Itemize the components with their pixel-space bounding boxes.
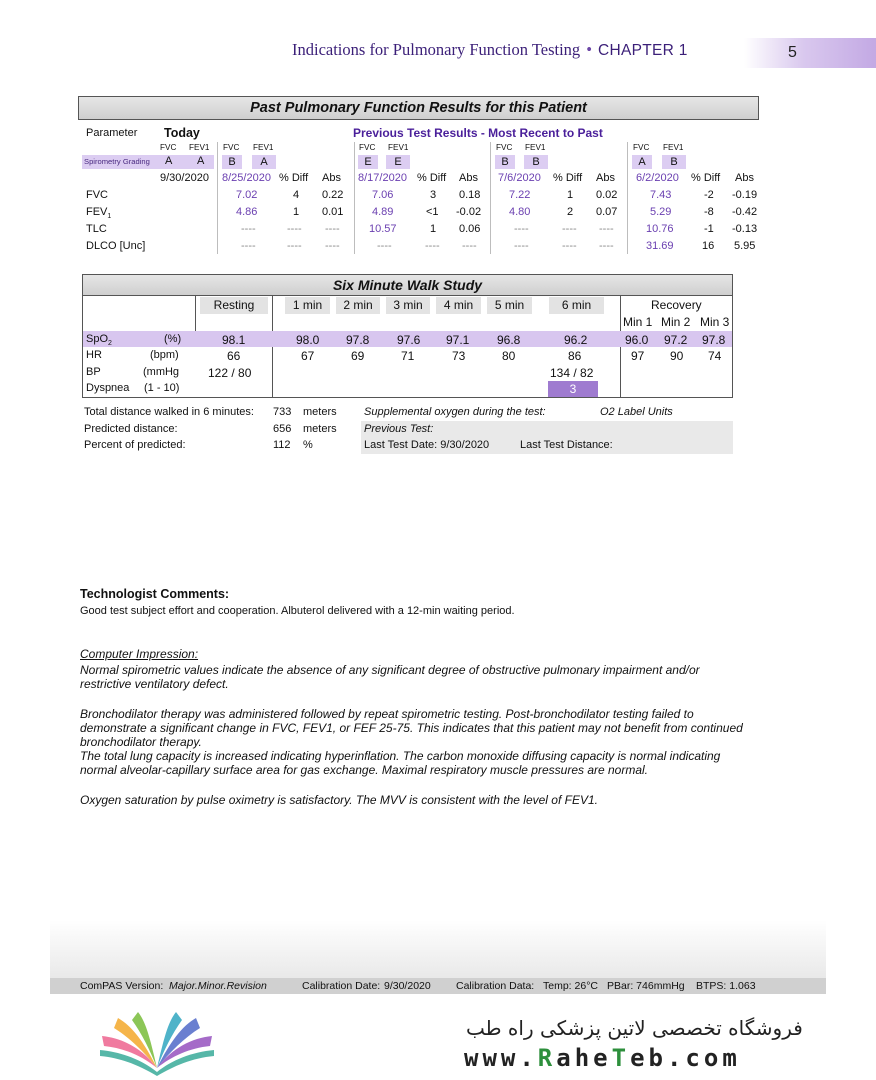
- technologist-comments-heading: Technologist Comments:: [80, 587, 230, 601]
- test2-fvc-pct: 3: [430, 189, 437, 201]
- test4-fev1-label: FEV1: [663, 143, 684, 152]
- bp-label: BP: [86, 366, 101, 378]
- test1-fvc-pct: 4: [293, 189, 300, 201]
- test4-dlco-abs: 5.95: [734, 240, 756, 252]
- parameter-header: Parameter: [86, 127, 138, 139]
- test2-fvc-label: FVC: [359, 143, 376, 152]
- book-logo-icon: [92, 1008, 222, 1076]
- test3-fvc-pct: 1: [567, 189, 574, 201]
- recovery-min3: Min 3: [700, 315, 730, 329]
- test3-fvc-label: FVC: [496, 143, 513, 152]
- separator-test-3: [490, 142, 491, 254]
- technologist-comments-text: Good test subject effort and cooperation. Albuterol delivered with a 12-min waiting period.: [80, 605, 515, 617]
- impression-p3-line2: normal alveolar-capillary surface area for gas exchange. Maximal respiratory muscle pressures are normal.: [80, 763, 649, 777]
- today-date: 9/30/2020: [160, 172, 209, 184]
- pft-title: Past Pulmonary Function Results for this Patient: [78, 96, 759, 120]
- test4-tlc-pct: -1: [704, 223, 714, 235]
- test1-dlco-value: ----: [241, 240, 256, 252]
- percent-unit: %: [303, 439, 313, 451]
- hr-2min: 69: [351, 349, 365, 363]
- test1-dlco-pct: ----: [287, 240, 302, 252]
- test2-fvc-value: 7.06: [372, 189, 394, 201]
- test1-fvc-label: FVC: [223, 143, 240, 152]
- test3-dlco-pct: ----: [562, 240, 577, 252]
- test2-dlco-abs: ----: [462, 240, 477, 252]
- test2-dlco-pct: ----: [425, 240, 440, 252]
- test1-tlc-abs: ----: [325, 223, 340, 235]
- test2-fev1-pct: <1: [426, 206, 439, 218]
- test3-fvc-abs: 0.02: [596, 189, 618, 201]
- test3-abs-header: Abs: [596, 172, 615, 184]
- compas-version: Major.Minor.Revision: [169, 980, 267, 992]
- impression-p1-line2: restrictive ventilatory defect.: [80, 677, 229, 691]
- test4-dlco-value: 31.69: [646, 240, 674, 252]
- hr-5min: 80: [502, 349, 516, 363]
- test2-date: 8/17/2020: [358, 172, 407, 184]
- spo2-4min: 97.1: [446, 333, 470, 347]
- impression-p1-line1: Normal spirometric values indicate the absence of any significant degree of obstructive pulmonary impairment and/or: [80, 663, 700, 677]
- test2-tlc-abs: 0.06: [459, 223, 481, 235]
- today-header: Today: [164, 126, 200, 140]
- test3-grade-fvc: B: [495, 155, 515, 169]
- test1-fev1-value: 4.86: [236, 206, 258, 218]
- impression-p2-line1: Bronchodilator therapy was administered followed by repeat spirometric testing. Post-bronchodilator testing failed to: [80, 707, 694, 721]
- test4-dlco-pct: 16: [702, 240, 715, 252]
- param-dlco: DLCO [Unc]: [86, 240, 146, 252]
- distance-label: Total distance walked in 6 minutes:: [84, 406, 254, 418]
- spo2-6min: 96.2: [564, 333, 588, 347]
- percent-label: Percent of predicted:: [84, 439, 186, 451]
- col-resting: Resting: [200, 297, 268, 314]
- test1-fev1-pct: 1: [293, 206, 300, 218]
- test4-grade-fev1: B: [662, 155, 686, 169]
- spo2-resting: 98.1: [222, 333, 246, 347]
- test3-date: 7/6/2020: [498, 172, 541, 184]
- running-header: [292, 40, 688, 60]
- test4-fvc-label: FVC: [633, 143, 650, 152]
- test4-fvc-pct: -2: [704, 189, 714, 201]
- hr-resting: 66: [227, 349, 241, 363]
- col-1min: 1 min: [285, 297, 330, 314]
- impression-p2-line2: demonstrate a significant change in FVC, FEV1, or FEF 25-75. This indicates that this patient may not benefit from continued: [80, 721, 743, 735]
- test3-fev1-value: 4.80: [509, 206, 531, 218]
- test4-tlc-abs: -0.13: [732, 223, 758, 235]
- impression-p4: Oxygen saturation by pulse oximetry is satisfactory. The MVV is consistent with the level of FEV1.: [80, 793, 598, 807]
- distance-value: 733: [273, 406, 292, 418]
- test3-grade-fev1: B: [524, 155, 548, 169]
- test1-fev1-label: FEV1: [253, 143, 274, 152]
- test2-grade-fev1: E: [386, 155, 410, 169]
- test3-fev1-abs: 0.07: [596, 206, 618, 218]
- hr-4min: 73: [452, 349, 466, 363]
- test4-fev1-pct: -8: [704, 206, 714, 218]
- compas-version-label: ComPAS Version:: [80, 980, 164, 992]
- test4-fev1-abs: -0.42: [732, 206, 758, 218]
- test3-fvc-value: 7.22: [509, 189, 531, 201]
- recovery-min1: Min 1: [623, 315, 653, 329]
- test4-fvc-abs: -0.19: [732, 189, 758, 201]
- hr-unit: (bpm): [150, 349, 179, 361]
- running-header-title: Indications for Pulmonary Function Testing: [292, 40, 581, 59]
- store-name-persian: فروشگاه تخصصی لاتین پزشکی راه طب: [466, 1016, 803, 1040]
- today-fev1-label: FEV1: [189, 143, 210, 152]
- separator-test-2: [354, 142, 355, 254]
- spo2-5min: 96.8: [497, 333, 521, 347]
- page-tab-decoration: [744, 38, 876, 68]
- distance-unit: meters: [303, 406, 337, 418]
- test1-abs-header: Abs: [322, 172, 341, 184]
- today-fvc-label: FVC: [160, 143, 177, 152]
- test2-tlc-value: 10.57: [369, 223, 397, 235]
- calibration-temp: Temp: 26°C: [543, 980, 598, 992]
- test2-fev1-value: 4.89: [372, 206, 394, 218]
- oxygen-label: Supplemental oxygen during the test:: [364, 406, 546, 418]
- predicted-unit: meters: [303, 423, 337, 435]
- test1-grade-fvc: B: [222, 155, 242, 169]
- test2-grade-fvc: E: [358, 155, 378, 169]
- separator-test-1: [217, 142, 218, 254]
- hr-rec2: 90: [670, 349, 684, 363]
- last-test-date: Last Test Date: 9/30/2020: [364, 439, 490, 451]
- today-grade-fvc: A: [165, 155, 173, 167]
- dyspnea-unit: (1 - 10): [144, 382, 180, 394]
- chapter-label: CHAPTER 1: [597, 42, 688, 59]
- separator-test-4: [627, 142, 628, 254]
- param-fev1: $FEV_1$: [86, 206, 112, 221]
- hr-label: HR: [86, 349, 102, 361]
- spo2-2min: 97.8: [346, 333, 370, 347]
- calibration-btps: BTPS: 1.063: [696, 980, 756, 992]
- today-grade-fev1: A: [197, 155, 205, 167]
- test3-tlc-pct: ----: [562, 223, 577, 235]
- col-3min: 3 min: [386, 297, 430, 314]
- param-tlc: TLC: [86, 223, 107, 235]
- test2-dlco-value: ----: [377, 240, 392, 252]
- recovery-header: Recovery: [651, 298, 702, 312]
- hr-6min: 86: [568, 349, 582, 363]
- test2-tlc-pct: 1: [430, 223, 437, 235]
- test3-tlc-value: ----: [514, 223, 529, 235]
- test1-grade-fev1: A: [252, 155, 276, 169]
- test1-tlc-pct: ----: [287, 223, 302, 235]
- running-header-separator: •: [586, 40, 592, 59]
- test4-date: 6/2/2020: [636, 172, 679, 184]
- computer-impression-heading: Computer Impression:: [80, 647, 199, 661]
- hr-3min: 71: [401, 349, 415, 363]
- walk-label-divider: [195, 296, 196, 331]
- impression-p2-line3: bronchodilator therapy.: [80, 735, 202, 749]
- spo2-1min: 98.0: [296, 333, 320, 347]
- col-2min: 2 min: [336, 297, 380, 314]
- test1-fvc-value: 7.02: [236, 189, 258, 201]
- param-fvc: FVC: [86, 189, 108, 201]
- calibration-date: 9/30/2020: [384, 980, 431, 992]
- spo2-rec2: 97.2: [664, 333, 688, 347]
- dyspnea-6min: 3: [548, 381, 598, 397]
- test1-date: 8/25/2020: [222, 172, 271, 184]
- test4-abs-header: Abs: [735, 172, 754, 184]
- test1-fev1-abs: 0.01: [322, 206, 344, 218]
- spo2-rec1: 96.0: [625, 333, 649, 347]
- oxygen-units: O2 Label Units: [600, 406, 673, 418]
- test3-fev1-label: FEV1: [525, 143, 546, 152]
- test4-fev1-value: 5.29: [650, 206, 672, 218]
- hr-1min: 67: [301, 349, 315, 363]
- test2-fvc-abs: 0.18: [459, 189, 481, 201]
- spo2-3min: 97.6: [397, 333, 421, 347]
- last-test-distance-label: Last Test Distance:: [520, 439, 613, 451]
- col-5min: 5 min: [487, 297, 532, 314]
- test4-pct-diff-header: % Diff: [691, 172, 721, 184]
- col-4min: 4 min: [436, 297, 481, 314]
- test1-pct-diff-header: % Diff: [279, 172, 309, 184]
- bp-unit: (mmHg: [143, 366, 180, 378]
- bp-resting: 122 / 80: [208, 366, 252, 380]
- spo2-label: SpO$_2$: [86, 333, 112, 348]
- test2-fev1-label: FEV1: [388, 143, 409, 152]
- predicted-label: Predicted distance:: [84, 423, 178, 435]
- store-url: www.RaheTeb.com: [464, 1044, 741, 1072]
- bp-6min: 134 / 82: [550, 366, 594, 380]
- test4-fvc-value: 7.43: [650, 189, 672, 201]
- test2-pct-diff-header: % Diff: [417, 172, 447, 184]
- test3-tlc-abs: ----: [599, 223, 614, 235]
- footer-shadow: [50, 920, 826, 980]
- hr-rec1: 97: [631, 349, 645, 363]
- recovery-min2: Min 2: [661, 315, 691, 329]
- test1-dlco-abs: ----: [325, 240, 340, 252]
- test4-tlc-value: 10.76: [646, 223, 674, 235]
- test3-pct-diff-header: % Diff: [553, 172, 583, 184]
- hr-rec3: 74: [708, 349, 722, 363]
- calibration-pbar: PBar: 746mmHg: [607, 980, 685, 992]
- col-6min: 6 min: [549, 297, 604, 314]
- previous-test-label: Previous Test:: [364, 423, 434, 435]
- test1-fvc-abs: 0.22: [322, 189, 344, 201]
- test3-dlco-value: ----: [514, 240, 529, 252]
- test4-grade-fvc: A: [632, 155, 652, 169]
- test1-tlc-value: ----: [241, 223, 256, 235]
- spo2-rec3: 97.8: [702, 333, 726, 347]
- calibration-date-label: Calibration Date:: [302, 980, 381, 992]
- test2-abs-header: Abs: [459, 172, 478, 184]
- walk-title: Six Minute Walk Study: [82, 274, 733, 296]
- impression-p3-line1: The total lung capacity is increased indicating hyperinflation. The carbon monoxide diffusing capacity is normal indicating: [80, 749, 721, 763]
- dyspnea-label: Dyspnea: [86, 382, 130, 394]
- predicted-value: 656: [273, 423, 292, 435]
- spo2-unit: (%): [164, 333, 182, 345]
- calibration-data-label: Calibration Data:: [456, 980, 535, 992]
- percent-value: 112: [273, 439, 291, 451]
- test2-fev1-abs: -0.02: [456, 206, 482, 218]
- test3-dlco-abs: ----: [599, 240, 614, 252]
- spirometry-grading-label: Spirometry Grading: [84, 157, 150, 166]
- page-number: 5: [788, 44, 797, 61]
- previous-results-header: Previous Test Results - Most Recent to Past: [353, 126, 603, 140]
- test3-fev1-pct: 2: [567, 206, 574, 218]
